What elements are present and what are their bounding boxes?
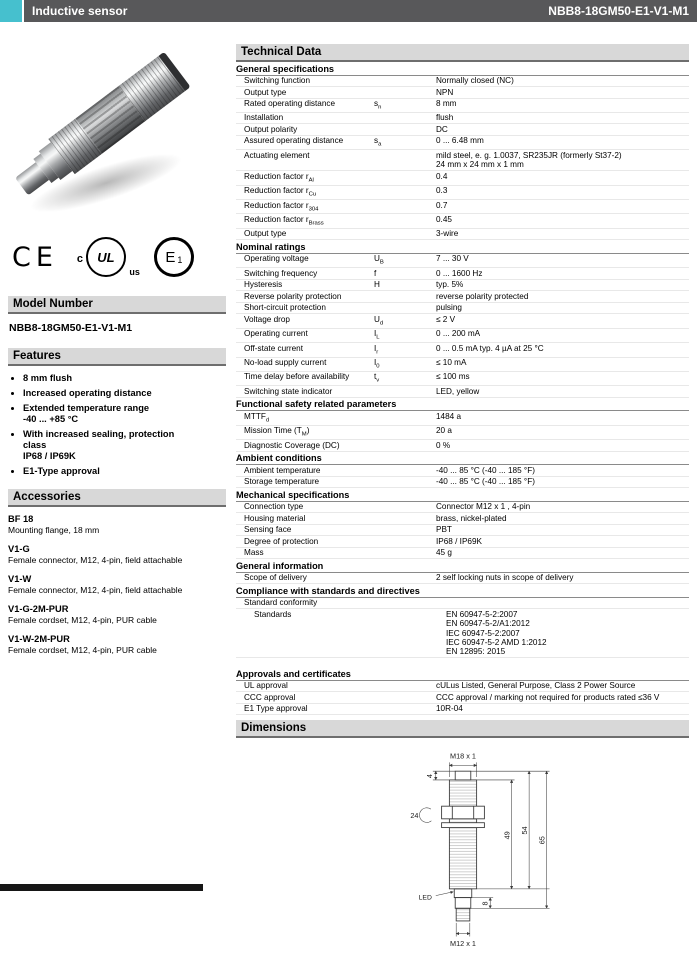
spec-section-header: Mechanical specifications (236, 488, 689, 502)
spec-value: 0 ... 6.48 mm (436, 136, 484, 146)
product-photo (8, 28, 226, 224)
spec-label: UL approval (244, 681, 288, 691)
dim-threaded-body (449, 780, 476, 889)
spec-value: CCC approval / marking not required for products rated ≤36 V (436, 692, 660, 702)
model-number-value: NBB8-18GM50-E1-V1-M1 (9, 322, 133, 334)
product-family-title: Inductive sensor (32, 4, 128, 18)
technical-table (236, 62, 689, 715)
spec-row (236, 113, 689, 125)
ul-c-label: c (76, 253, 84, 265)
spec-label: Switching state indicator (244, 386, 333, 396)
model-number-section-header: Model Number (8, 296, 226, 314)
spec-label: Actuating element (244, 150, 310, 160)
spec-value: 0 ... 200 mA (436, 329, 481, 339)
spec-row (236, 268, 689, 280)
accessory-description: Female cordset, M12, 4-pin, PUR cable (8, 614, 157, 625)
spec-label: Mission Time $(T_M)$ (244, 426, 310, 438)
features-list (8, 373, 226, 477)
spec-label: CCC approval (244, 692, 296, 702)
spec-label: Housing material (244, 513, 306, 523)
right-column (236, 44, 689, 954)
spec-label: Switching frequency (244, 268, 318, 278)
spec-section-header: Ambient conditions (236, 452, 689, 466)
spec-value: 3-wire (436, 229, 459, 239)
spec-row (236, 136, 689, 150)
accessory-name: V1-G (8, 543, 30, 554)
spec-value: flush (436, 113, 454, 123)
spec-value: DC (436, 124, 448, 134)
spec-row (236, 303, 689, 315)
page-content (0, 22, 697, 954)
accessories-list (8, 514, 226, 655)
dim-label-led: LED (418, 894, 432, 902)
spec-row (236, 280, 689, 292)
spec-row (236, 465, 689, 477)
spec-label: Assured operating distance (244, 136, 344, 146)
spec-value: 10R-04 (436, 704, 463, 714)
spec-label: Operating voltage (244, 254, 309, 264)
spec-symbol: H (374, 280, 380, 290)
spec-value: LED, yellow (436, 386, 480, 396)
spec-label: Reduction factor $r_{Brass}$ (244, 214, 324, 227)
header-bar (0, 0, 697, 22)
spec-row (236, 502, 689, 514)
spec-value: 2 self locking nuts in scope of delivery (436, 573, 574, 583)
spec-label: Output polarity (244, 124, 298, 134)
spec-label: Time delay before availability (244, 372, 350, 382)
spec-label: Storage temperature (244, 477, 320, 487)
feature-item: • With increased sealing, protection class IP68 / IP69K (23, 429, 226, 462)
spec-row (236, 291, 689, 303)
dim-m12-thread (456, 909, 470, 922)
spec-label: Off-state current (244, 343, 304, 353)
dim-label-65: 65 (537, 836, 547, 845)
dimensions-header: Dimensions (236, 720, 689, 738)
spec-value: 0 ... 0.5 mA typ. 4 µA at 25 °C (436, 343, 544, 353)
dim-label-m12: M12 x 1 (449, 939, 476, 949)
spec-row (236, 440, 689, 452)
accessory-name: V1-W-2M-PUR (8, 633, 70, 644)
spec-symbol: $U_B$ (374, 254, 384, 267)
ce-mark: CE (12, 241, 58, 273)
spec-symbol: $I_0$ (374, 358, 380, 370)
spec-value: 45 g (436, 548, 452, 558)
spec-section-header: Approvals and certificates (236, 667, 689, 681)
dimension-drawing-svg (313, 742, 613, 954)
feature-item: • Extended temperature range -40 ... +85 °C (23, 403, 226, 425)
spec-row (236, 513, 689, 525)
spec-value: 0 ... 1600 Hz (436, 268, 483, 278)
spec-label: Reduction factor $r_{304}$ (244, 200, 319, 213)
spec-value: typ. 5% (436, 280, 464, 290)
spec-label: Diagnostic Coverage (DC) (244, 440, 340, 450)
feature-item: • 8 mm flush (23, 373, 226, 384)
spec-label: Operating current (244, 329, 308, 339)
header-model-number: NBB8-18GM50-E1-V1-M1 (548, 4, 689, 18)
feature-item: • E1-Type approval (23, 466, 226, 477)
spec-row (236, 386, 689, 398)
spec-value: pulsing (436, 303, 462, 313)
e1-approval-mark (154, 237, 194, 277)
ul-us-label: us (129, 267, 140, 277)
dim-label-49: 49 (502, 831, 512, 840)
spec-label: Ambient temperature (244, 465, 321, 475)
spec-row (236, 411, 689, 425)
spec-row (236, 124, 689, 136)
spec-label: Scope of delivery (244, 573, 307, 583)
spec-row (236, 254, 689, 268)
spec-value: 0.45 (436, 214, 452, 224)
spec-value: -40 ... 85 °C (-40 ... 185 °F) (436, 477, 535, 487)
spec-row (236, 704, 689, 716)
spec-label: Mass (244, 548, 264, 558)
spec-row (236, 329, 689, 343)
spec-section-header: Compliance with standards and directives (236, 584, 689, 598)
header-bar-main (24, 0, 697, 22)
spec-label: E1 Type approval (244, 704, 308, 714)
spec-row (236, 548, 689, 560)
spec-value: 0.4 (436, 171, 448, 181)
dim-top-cap (455, 772, 471, 781)
spec-row (236, 525, 689, 537)
spec-label: Standard conformity (244, 598, 318, 608)
spec-label: Output type (244, 229, 287, 239)
accessories-section-header: Accessories (8, 489, 226, 507)
dim-washer (441, 823, 484, 828)
accessory-name: V1-W (8, 573, 32, 584)
accessory-description: Mounting flange, 18 mm (8, 524, 100, 535)
spec-row (236, 426, 689, 440)
accessory-description: Female connector, M12, 4-pin, field attachable (8, 584, 183, 595)
spec-label: Rated operating distance (244, 99, 336, 108)
spec-label: Reverse polarity protection (244, 291, 342, 301)
spec-label: Reduction factor $r_{Al}$ (244, 171, 314, 184)
spec-symbol: $U_d$ (374, 314, 384, 327)
accessory-item (8, 574, 226, 595)
certification-marks (12, 234, 222, 280)
spec-value: IP68 / IP69K (436, 536, 482, 546)
spec-value: ≤ 2 V (436, 314, 456, 324)
spec-value: NPN (436, 87, 454, 97)
accessory-item (8, 604, 226, 625)
ul-circle-logo (86, 237, 126, 277)
spec-row (236, 314, 689, 328)
brand-accent-square (0, 0, 22, 22)
spec-row (236, 598, 689, 610)
spec-value: mild steel, e. g. 1.0037, SR235JR (formerly St37-2) 24 mm x 24 mm x 1 mm (436, 150, 622, 170)
spec-row (236, 372, 689, 386)
spec-row (236, 186, 689, 200)
spec-row (236, 536, 689, 548)
spec-label: Voltage drop (244, 314, 290, 324)
spec-symbol: f (374, 268, 377, 278)
spec-section-header: General specifications (236, 62, 689, 76)
spec-row (236, 200, 689, 214)
spec-symbol: $I_L$ (374, 329, 380, 341)
spec-row (236, 358, 689, 372)
feature-item: • Increased operating distance (23, 388, 226, 399)
spec-value: 1484 a (436, 411, 462, 421)
spec-value: 20 a (436, 426, 452, 436)
spec-row (236, 150, 689, 171)
spec-symbol: $s_a$ (374, 136, 382, 149)
spec-row (236, 681, 689, 693)
accessory-name: V1-G-2M-PUR (8, 603, 69, 614)
spec-value: 0.7 (436, 200, 448, 210)
spec-symbol: $s_n$ (374, 99, 382, 111)
spec-label: Sensing face (244, 525, 292, 535)
spec-label: Reduction factor $r_{Cu}$ (244, 186, 317, 198)
spec-row (236, 99, 689, 113)
spec-value: 0.3 (436, 186, 448, 196)
accessory-item (8, 514, 226, 535)
spec-label: Switching function (244, 76, 310, 85)
spec-value: 0 % (436, 440, 451, 450)
spec-symbol: $I_r$ (374, 343, 379, 356)
spec-label: Short-circuit protection (244, 303, 326, 313)
spec-value: ≤ 100 ms (436, 372, 470, 382)
spec-label: Connection type (244, 502, 304, 512)
spec-row (236, 87, 689, 99)
spec-value: 7 ... 30 V (436, 254, 469, 264)
e1-number: 1 (177, 254, 183, 265)
spec-value: Connector M12 x 1 , 4-pin (436, 502, 531, 512)
features-section-header: Features (8, 348, 226, 366)
accessory-item (8, 544, 226, 565)
accessory-description: Female connector, M12, 4-pin, field attachable (8, 554, 183, 565)
spec-value: cULus Listed, General Purpose, Class 2 Power Source (436, 681, 636, 691)
spec-value: Normally closed (NC) (436, 76, 514, 85)
spec-label: No-load supply current (244, 358, 327, 368)
dim-label-4: 4 (424, 774, 434, 779)
spec-row (236, 76, 689, 88)
spec-value: PBT (436, 525, 452, 535)
spec-row (236, 477, 689, 489)
spec-label: Installation (244, 113, 284, 123)
spec-label: $MTTF_d$ (244, 411, 270, 424)
spec-label: Output type (244, 87, 287, 97)
spec-value: -40 ... 85 °C (-40 ... 185 °F) (436, 465, 535, 475)
spec-symbol: $t_v$ (374, 372, 380, 385)
ul-core-label: UL (97, 249, 115, 265)
spec-label: Degree of protection (244, 536, 319, 546)
spec-value: 8 mm (436, 99, 457, 108)
dimension-drawing (236, 742, 689, 954)
spec-row (236, 229, 689, 241)
accessory-name: BF 18 (8, 513, 34, 524)
dim-label-24: 24 (409, 811, 418, 821)
e1-letter: E (165, 248, 176, 266)
spec-value: EN 60947-5-2:2007 EN 60947-5-2/A1:2012 IEC 60947-5-2:2007 IEC 60947-5-2 AMD 1:2012 EN 12895: 2015 (446, 609, 547, 657)
technical-data-header: Technical Data (236, 44, 689, 62)
accessory-item (8, 634, 226, 655)
dim-hex-nut (441, 807, 484, 820)
dim-label-8: 8 (479, 901, 489, 906)
spec-value: brass, nickel-plated (436, 513, 507, 523)
spec-row (236, 214, 689, 228)
dim-label-m18: M18 x 1 (449, 751, 476, 761)
spec-row (236, 609, 689, 658)
footer-bar (0, 884, 203, 891)
spec-section-header: General information (236, 559, 689, 573)
spec-value: ≤ 10 mA (436, 358, 467, 368)
cULus-mark (76, 237, 140, 277)
spec-label: Standards (254, 609, 292, 619)
left-column (8, 28, 226, 954)
spec-label: Hysteresis (244, 280, 283, 290)
spec-value: reverse polarity protected (436, 291, 529, 301)
spec-row (236, 171, 689, 185)
spec-row (236, 573, 689, 585)
dim-label-54: 54 (519, 826, 529, 835)
spec-row (236, 343, 689, 357)
accessory-description: Female cordset, M12, 4-pin, PUR cable (8, 644, 157, 655)
spec-section-header: Nominal ratings (236, 240, 689, 254)
dim-connector-hex (455, 898, 471, 909)
spec-row (236, 692, 689, 704)
spec-section-header: Functional safety related parameters (236, 398, 689, 412)
